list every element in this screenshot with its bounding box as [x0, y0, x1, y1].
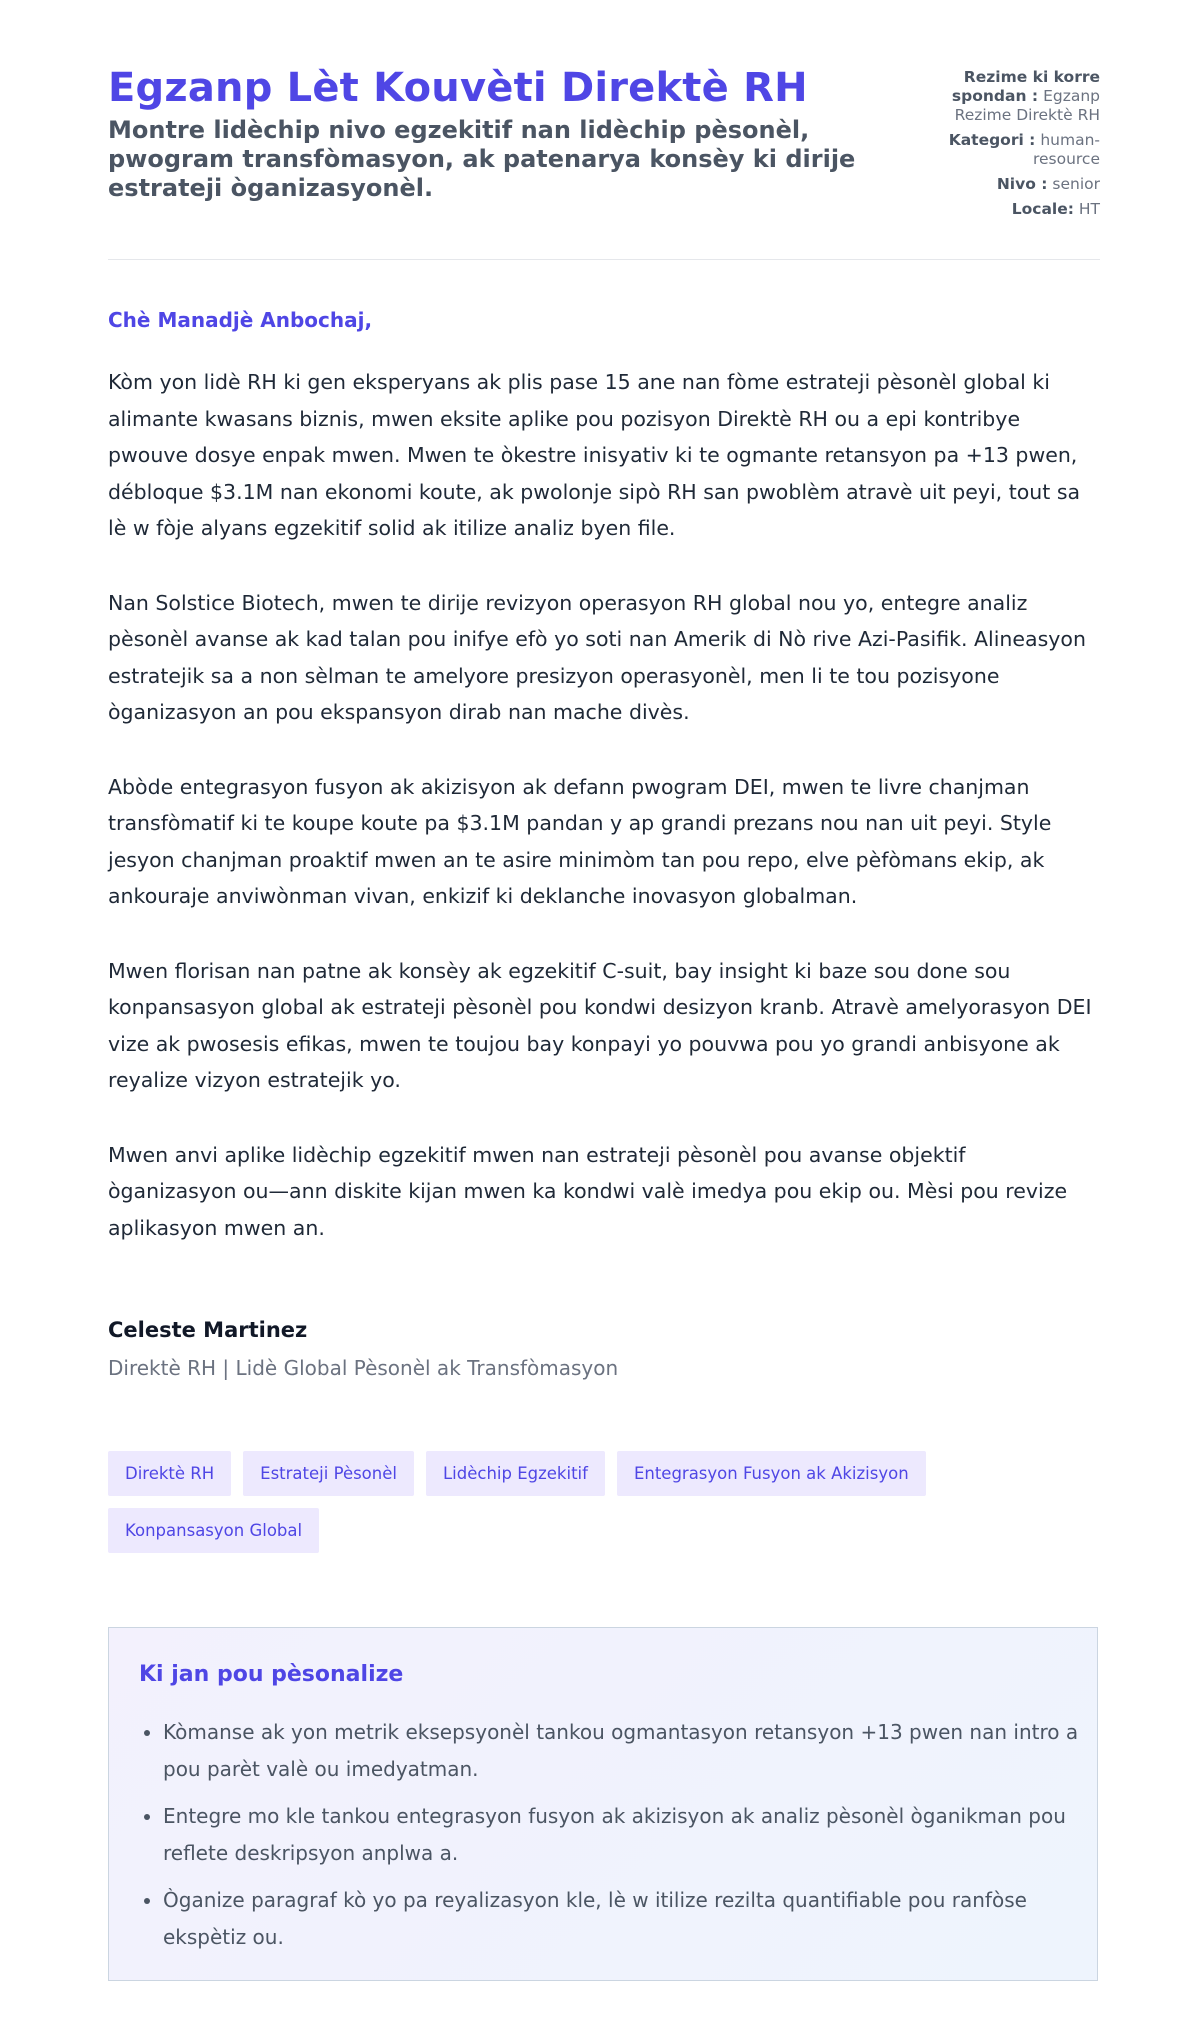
letter-body: [108, 364, 1100, 1284]
page-title: Egzanp Lèt Kouvèti Direktè RH: [108, 65, 808, 111]
tag-chip: Lidèchip Egzekitif: [426, 1451, 605, 1496]
meta-level-value: senior: [1052, 175, 1100, 193]
meta-locale: [920, 200, 1100, 219]
tag-chip: Konpansasyon Global: [108, 1508, 319, 1553]
tip-item: • Kòmanse ak yon metrik eksepsyonèl tankou ogmantasyon retansyon +13 pwen nan intro a pou parèt valè ou imedyatman.: [163, 1714, 1083, 1788]
page-subtitle: Montre lidèchip nivo egzekitif nan lidèchip pèsonèl, pwogram transfòmasyon, ak patenarya konsèy ki dirije estrateji òganizasyonèl.: [108, 116, 856, 202]
meta-resume-value: Egzanp Rezime Direktè RH: [954, 87, 1100, 124]
tip-item: • Entegre mo kle tankou entegrasyon fusyon ak akizisyon ak analiz pèsonèl òganikman pou reflete deskripsyon anplwa a.: [163, 1798, 1083, 1872]
letter-paragraph: Nan Solstice Biotech, mwen te dirije revizyon operasyon RH global nou yo, entegre analiz pèsonèl avanse ak kad talan pou inifye efò yo soti nan Amerik di Nò rive Azi-Pasifik. Alineasyon estratejik sa a non sèlman te amelyore presizyon operasyonèl, men li te tou pozisyone òganizasyon an pou ekspansyon dirab nan mache divès.: [108, 590, 1086, 724]
tag-list: [108, 1451, 1100, 1553]
tips-list: [137, 1714, 1083, 1966]
customization-tips-box: [108, 1627, 1098, 1981]
meta-resume-label: Rezime ki korre spondan :: [951, 68, 1100, 105]
header-divider: [108, 259, 1100, 260]
meta-locale-value: HT: [1078, 200, 1100, 218]
signature-name: Celeste Martinez: [108, 1318, 308, 1342]
tag-chip: Entegrasyon Fusyon ak Akizisyon: [617, 1451, 926, 1496]
meta-level: [920, 175, 1100, 194]
signature-block: [108, 1318, 618, 1380]
letter-paragraph: Mwen florisan nan patne ak konsèy ak egzekitif C-suit, bay insight ki baze sou done sou konpansasyon global ak estrateji pèsonèl pou kondwi desizyon kranb. Atravè amelyorasyon DEI vize ak pwosesis efikas, mwen te toujou bay konpayi yo pouvwa pou yo grandi anbisyone ak reyalize vizyon estratejik yo.: [108, 958, 1092, 1092]
letter-paragraph: Abòde entegrasyon fusyon ak akizisyon ak defann pwogram DEI, mwen te livre chanjman transfòmatif ki te koupe koute pa $3.1M pandan y ap grandi prezans nou nan uit peyi. Style jesyon chanjman proaktif mwen an te asire minimòm tan pou repo, elve pèfòmans ekip, ak ankouraje anviwònman vivan, enkizif ki deklanche inovasyon globalman.: [108, 774, 1052, 908]
letter-paragraph: Kòm yon lidè RH ki gen eksperyans ak plis pase 15 ane nan fòme estrateji pèsonèl global ki alimante kwasans biznis, mwen eksite aplike pou pozisyon Direktè RH ou a epi kontribye pwouve dosye enpak mwen. Mwen te òkestre inisyativ ki te ogmante retansyon pa +13 pwen, débloque $3.1M nan ekonomi koute, ak pwolonje sipò RH san pwoblèm atravè uit peyi, tout sa lè w fòje alyans egzekitif solid ak itilize analiz byen file.: [108, 370, 1081, 540]
meta-resume: [920, 68, 1100, 125]
letter-salutation: Chè Manadjè Anbochaj,: [108, 308, 373, 332]
tag-chip: Estrateji Pèsonèl: [243, 1451, 414, 1496]
meta-category: [920, 131, 1100, 169]
meta-category-value: human-resource: [1032, 131, 1100, 168]
meta-level-label: Nivo :: [996, 175, 1048, 193]
signature-title: Direktè RH | Lidè Global Pèsonèl ak Transfòmasyon: [108, 1356, 619, 1380]
tip-item: • Òganize paragraf kò yo pa reyalizasyon kle, lè w itilize rezilta quantifiable pou ranfòse ekspètiz ou.: [163, 1882, 1083, 1956]
letter-paragraph: Mwen anvi aplike lidèchip egzekitif mwen nan estrateji pèsonèl pou avanse objektif òganizasyon ou—ann diskite kijan mwen ka kondwi valè imedya pou ekip ou. Mèsi pou revize aplikasyon mwen an.: [108, 1142, 1068, 1240]
tips-title: Ki jan pou pèsonalize: [139, 1662, 404, 1687]
page-header: [108, 64, 1100, 218]
tag-chip: Direktè RH: [108, 1451, 231, 1496]
meta-locale-label: Locale:: [1011, 200, 1074, 218]
meta-panel: [920, 68, 1100, 225]
meta-category-label: Kategori :: [948, 131, 1036, 149]
